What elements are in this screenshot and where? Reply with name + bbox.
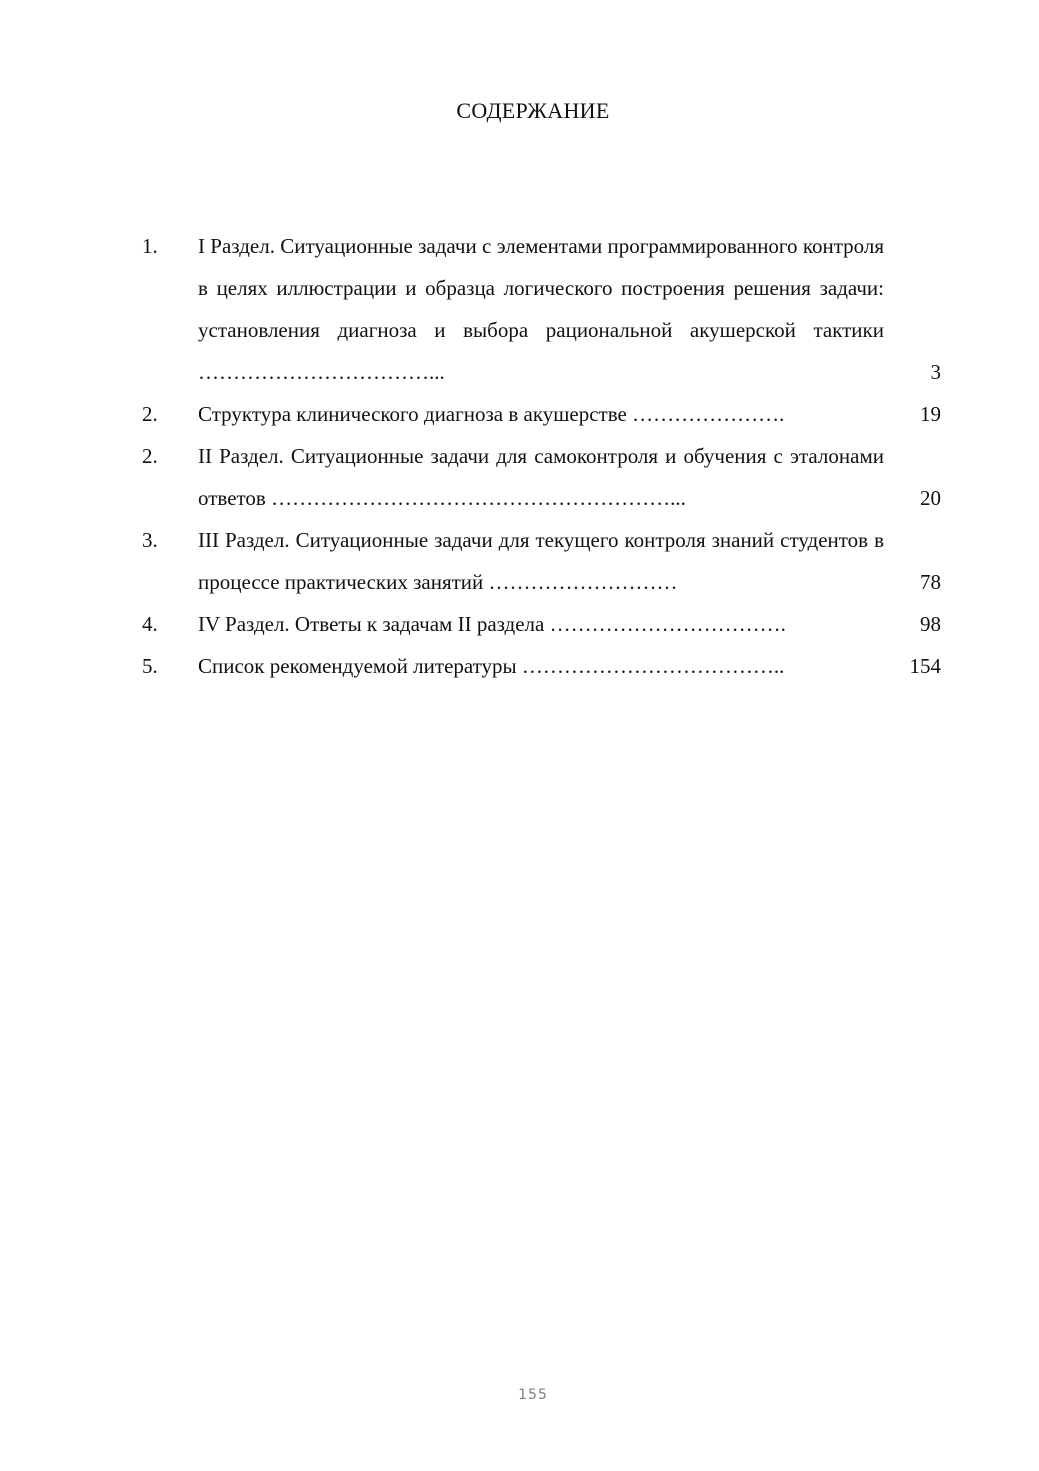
toc-entry-title: IV Раздел. Ответы к задачам II раздела ……………………………. [198, 612, 786, 636]
toc-entry-title: Структура клинического диагноза в акушерстве …………………. [198, 402, 785, 426]
toc-entry[interactable] [0, 603, 1039, 645]
page-number: 155 [518, 1387, 548, 1403]
page-title: СОДЕРЖАНИЕ [456, 98, 610, 123]
toc-entry-page: 19 [920, 402, 941, 426]
toc-entry[interactable] [0, 225, 1039, 393]
toc-entry-title: II Раздел. Ситуационные задачи для самоконтроля и обучения с эталонами ответов …………………………………………………... [198, 444, 884, 510]
toc-entry-page: 3 [930, 360, 941, 384]
toc-entry-page: 154 [909, 654, 941, 678]
table-of-contents [0, 225, 1039, 687]
toc-entry-number: 3. [142, 528, 158, 552]
toc-entry[interactable] [0, 645, 1039, 687]
toc-entry-number: 5. [142, 654, 158, 678]
toc-entry[interactable] [0, 393, 1039, 435]
toc-entry-page: 98 [920, 612, 941, 636]
toc-entry-number: 1. [142, 234, 158, 258]
toc-entry-title: Список рекомендуемой литературы ……………………………….. [198, 654, 785, 678]
toc-entry-page: 78 [920, 570, 941, 594]
toc-entry[interactable] [0, 519, 1039, 603]
toc-entry-title: I Раздел. Ситуационные задачи с элементами программированного контроля в целях иллюстрации и образца логического построения решения задачи: установления диагноза и выбора рациональной акушерской тактики ……………………………... [198, 234, 884, 384]
toc-entry-page: 20 [920, 486, 941, 510]
toc-entry[interactable] [0, 435, 1039, 519]
toc-entry-number: 2. [142, 402, 158, 426]
toc-entry-number: 4. [142, 612, 158, 636]
toc-entry-number: 2. [142, 444, 158, 468]
toc-entry-title: III Раздел. Ситуационные задачи для текущего контроля знаний студентов в процессе практических занятий ……………………… [198, 528, 884, 594]
